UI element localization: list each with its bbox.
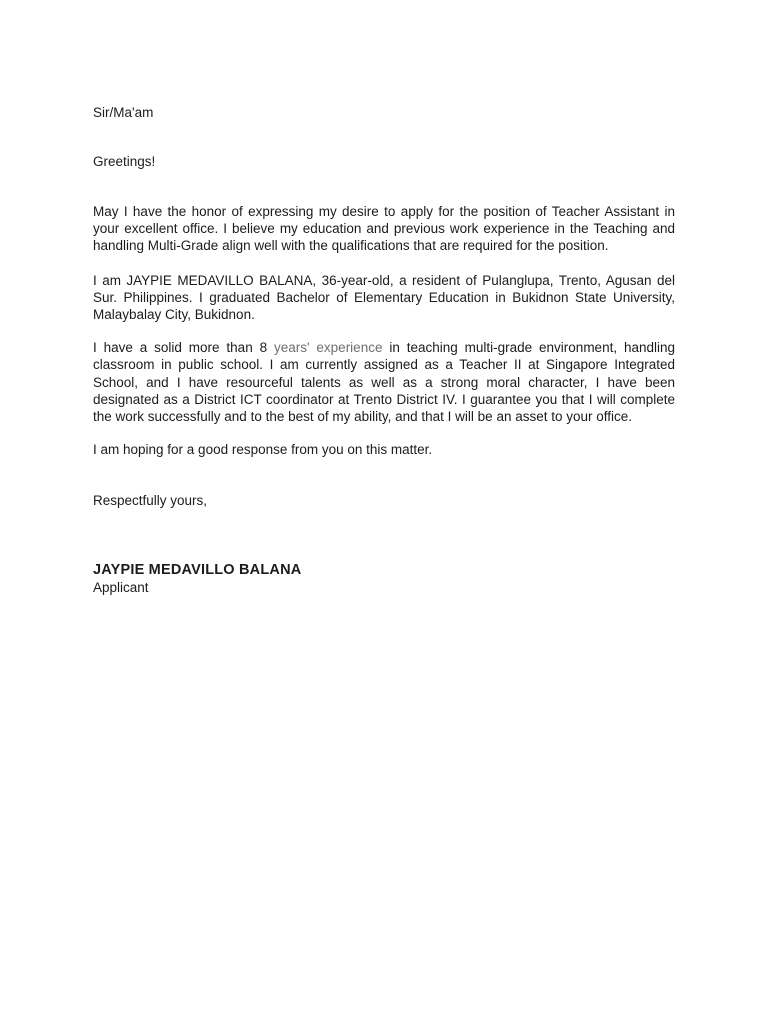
closing-line: Respectfully yours, [93, 493, 208, 509]
signature-name: JAYPIE MEDAVILLO BALANA [93, 562, 302, 579]
experience-text-after: in teaching multi-grade environment, handling classroom in public school. I am currently assigned as a Teacher II at Singapore Integrated School, and I have resourceful talents as well as a strong moral character, I have been designated as a District ICT coordinator at Trento District IV. I guarantee you that I will complete the work successfully and to the best of my ability, and that I will be an asset to your office. [93, 340, 675, 425]
paragraph-hoping-response: I am hoping for a good response from you on this matter. [93, 442, 433, 458]
experience-highlight-phrase: years' experience [273, 340, 383, 356]
signature-title: Applicant [93, 580, 149, 596]
paragraph-personal-background: I am JAYPIE MEDAVILLO BALANA, 36-year-old, a resident of Pulanglupa, Trento, Agusan del Sur. Philippines. I graduated Bachelor of Elementary Education in Bukidnon State University, Malaybalay City, Bukidnon. [93, 272, 675, 323]
paragraph-experience [93, 339, 675, 425]
salutation-line: Sir/Ma'am [93, 105, 154, 120]
paragraph-application-intent: May I have the honor of expressing my desire to apply for the position of Teacher Assistant in your excellent office. I believe my education and previous work experience in the Teaching and handling Multi-Grade align well with the qualifications that are required for the position. [93, 204, 675, 254]
greeting-line: Greetings! [93, 154, 156, 169]
experience-text-before: I have a solid more than 8 [93, 340, 274, 356]
